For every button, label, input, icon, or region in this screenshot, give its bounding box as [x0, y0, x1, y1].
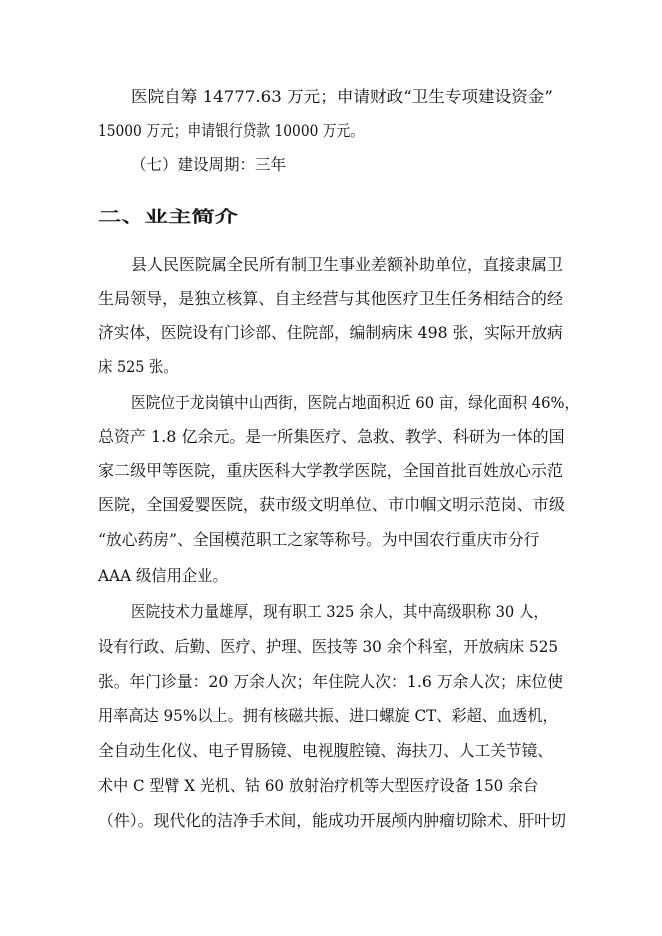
paragraph-line: “放心药房”、全国模范职工之家等称号。为中国农行重庆市分行 — [98, 530, 540, 549]
section-subheading: （七）建设周期：三年 — [131, 155, 287, 174]
paragraph-line: 医院，全国爱婴医院，获市级文明单位、市巾帼文明示范岗、市级 — [98, 495, 566, 514]
paragraph-line: 全自动生化仪、电子胃肠镜、电视腹腔镜、海扶刀、人工关节镜、 — [98, 741, 554, 760]
paragraph-line: 床 525 张。 — [98, 357, 178, 376]
paragraph-line: 用率高达 95%以上。拥有核磁共振、进口螺旋 CT、彩超、血透机， — [98, 706, 558, 725]
paragraph-line: 县人民医院属全民所有制卫生事业差额补助单位，直接隶属卫 — [131, 255, 564, 274]
paragraph-line: 术中 C 型臂 X 光机、钴 60 放射治疗机等大型医疗设备 150 余台 — [98, 776, 539, 795]
paragraph-line: 总资产 1.8 亿余元。是一所集医疗、急救、教学、科研为一体的国 — [98, 427, 565, 446]
paragraph-line: （件）。现代化的洁净手术间，能成功开展颅内肿瘤切除术、肝叶切 — [98, 811, 567, 830]
paragraph-line: 15000 万元；申请银行贷款 10000 万元。 — [98, 121, 365, 140]
paragraph-line: 生局领导，是独立核算、自主经营与其他医疗卫生任务相结合的经 — [98, 289, 564, 308]
paragraph-line: 医院技术力量雄厚，现有职工 325 余人，其中高级职称 30 人， — [131, 602, 549, 621]
paragraph-line: AAA 级信用企业。 — [98, 566, 228, 585]
paragraph-line: 设有行政、后勤、医疗、护理、医技等 30 余个科室，开放病床 525 — [98, 637, 559, 656]
paragraph-line: 张。年门诊量：20 万余人次；年住院人次：1.6 万余人次；床位使 — [98, 672, 563, 691]
paragraph-line: 医院位于龙岗镇中山西街，医院占地面积近 60 亩，绿化面积 46%， — [131, 393, 580, 412]
section-heading: 二、业主简介 — [98, 207, 239, 226]
paragraph-line: 医院自筹 14777.63 万元；申请财政“卫生专项建设资金” — [131, 87, 553, 106]
paragraph-line: 家二级甲等医院，重庆医科大学教学医院，全国首批百姓放心示范 — [98, 461, 564, 480]
paragraph-line: 济实体，医院设有门诊部、住院部，编制病床 498 张，实际开放病 — [98, 323, 563, 342]
